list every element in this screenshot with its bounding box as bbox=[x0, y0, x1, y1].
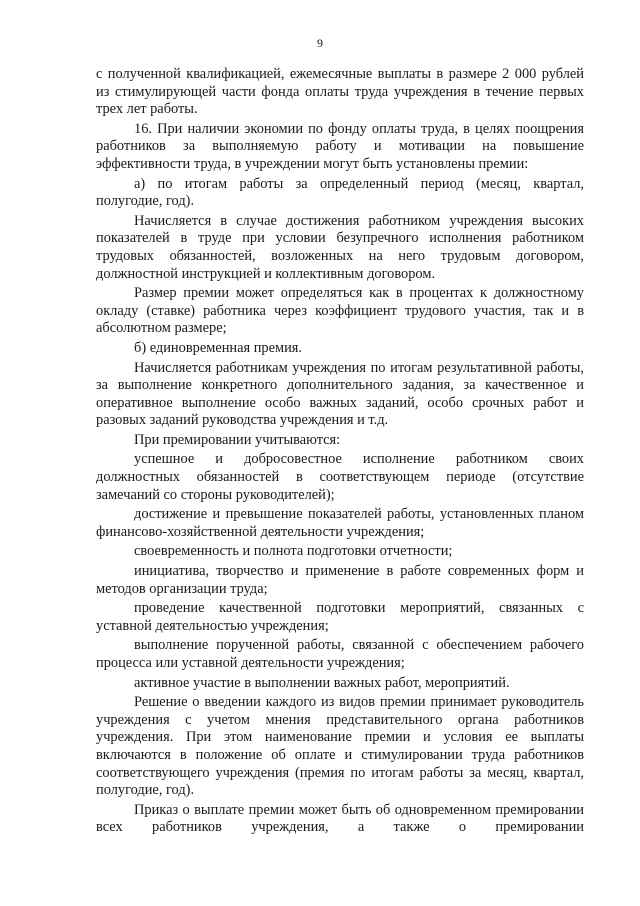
criteria-item: успешное и добросовестное исполнение работником своих должностных обязанностей в соответствующем периоде (отсутствие замечаний со стороны руководителей); bbox=[96, 451, 584, 503]
paragraph-item-b: б) единовременная премия. bbox=[134, 339, 303, 356]
criteria-item: выполнение порученной работы, связанной с обеспечением рабочего процесса или уставной деятельности учреждения; bbox=[96, 637, 584, 671]
paragraph-continuation: с полученной квалификацией, ежемесячные выплаты в размере 2 000 рублей из стимулирующей части фонда оплаты труда учреждения в течение первых трех лет работы. bbox=[96, 66, 584, 118]
paragraph: Начисляется в случае достижения работником учреждения высоких показателей в труде при условии безупречного исполнения работником трудовых обязанностей, возложенных на него трудовым договором, должностной инструкцией и коллективным договором. bbox=[96, 212, 584, 282]
page-body bbox=[96, 66, 584, 839]
paragraph: Решение о введении каждого из видов премии принимает руководитель учреждения с учетом мнения представительного органа работников учреждения. При этом наименование премии и условия ее выплаты включаются в положение об оплате и стимулировании труда работников соответствующего учреждения (премия по итогам работы за месяц, квартал, полугодие, год). bbox=[96, 694, 584, 799]
page-number: 9 bbox=[317, 36, 323, 50]
criteria-item: проведение качественной подготовки мероприятий, связанных с уставной деятельностью учреждения; bbox=[96, 600, 584, 634]
criteria-item: своевременность и полнота подготовки отчетности; bbox=[134, 543, 453, 560]
criteria-item: активное участие в выполнении важных работ, мероприятий. bbox=[134, 674, 510, 691]
criteria-item: достижение и превышение показателей работы, установленных планом финансово-хозяйственной деятельности учреждения; bbox=[96, 506, 584, 540]
criteria-item: инициатива, творчество и применение в работе современных форм и методов организации труда; bbox=[96, 563, 584, 597]
paragraph-continues-next-page: Приказ о выплате премии может быть об одновременном премировании всех работников учреждения, а также о премировании bbox=[96, 801, 584, 836]
paragraph-criteria-heading: При премировании учитываются: bbox=[134, 431, 341, 448]
paragraph: Размер премии может определяться как в процентах к должностному окладу (ставке) работника через коэффициент трудового участия, так и в абсолютном размере; bbox=[96, 285, 584, 337]
paragraph: Начисляется работникам учреждения по итогам результативной работы, за выполнение конкретного дополнительного задания, за качественное и оперативное выполнение особо важных заданий, особо срочных работ и разовых заданий руководства учреждения и т.д. bbox=[96, 359, 584, 429]
paragraph-clause-16: 16. При наличии экономии по фонду оплаты труда, в целях поощрения работников за выполняемую работу и мотивации на повышение эффективности труда, в учреждении могут быть установлены премии: bbox=[96, 120, 584, 172]
paragraph-item-a: а) по итогам работы за определенный период (месяц, квартал, полугодие, год). bbox=[96, 175, 584, 210]
